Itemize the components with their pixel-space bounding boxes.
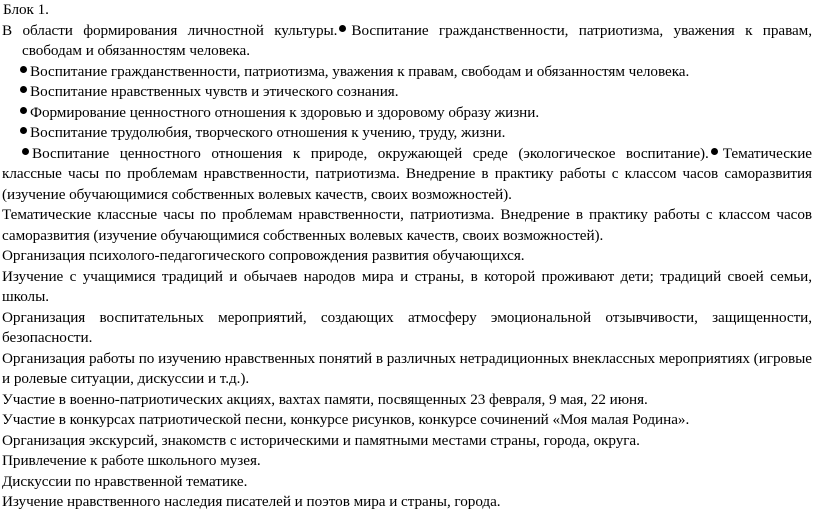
block-title: Блок 1. [3,1,49,18]
bullet-dot-icon [20,127,27,134]
body-paragraph: Организация экскурсий, знакомств с историческими и памятными местами страны, города, округа. [2,431,640,449]
bullet-dot-icon [339,25,346,32]
bullet-dot-icon [711,148,718,155]
bullet-dot-icon [20,86,27,93]
bullet-item: Воспитание нравственных чувств и этического сознания. [0,82,812,103]
intro-continuation: свободам и обязанностям человека. [22,42,250,59]
body-paragraph: Организация психолого-педагогического сопровождения развития обучающихся. [2,247,525,264]
intro-first-item: Воспитание гражданственности, патриотизма, уважения к правам, [351,21,812,39]
intro-lead: В области формирования личностной культуры. [2,21,338,39]
intro-paragraph [0,21,812,42]
bullet-dot-icon [20,66,27,73]
body-paragraph: Участие в военно-патриотических акциях, вахтах памяти, посвященных 23 февраля, 9 мая, 22 июня. [2,390,648,408]
body-paragraph: Изучение нравственного наследия писателей и поэтов мира и страны, города. [2,493,501,510]
body-paragraph: Участие в конкурсах патриотической песни, конкурсе рисунков, конкурсе сочинений «Моя малая Родина». [2,411,690,428]
body-paragraph: Организация работы по изучению нравственных понятий в различных нетрадиционных внеклассных мероприятиях (игровые и ролевые ситуации, дискуссии и т.д.). [2,349,813,387]
body-paragraph: Тематические классные часы по проблемам нравственности, патриотизма. Внедрение в практику работы с классом часов саморазвития (изучение обучающимися собственных волевых качеств, своих возможностей). [2,206,812,244]
bullet-item: Воспитание гражданственности, патриотизма, уважения к правам, свободам и обязанностям человека. [0,62,812,83]
bullet-dot-icon [20,107,27,114]
bullet-item: Формирование ценностного отношения к здоровью и здоровому образу жизни. [0,103,812,124]
bullet-item: Воспитание трудолюбия, творческого отношения к учению, труду, жизни. [0,123,812,144]
body-paragraph: Привлечение к работе школьного музея. [2,452,261,469]
body-paragraph: Дискуссии по нравственной тематике. [2,472,248,490]
bullet-dot-icon [22,148,29,155]
body-paragraph: Организация воспитательных мероприятий, создающих атмосферу эмоциональной отзывчивости, защищенности, безопасности. [2,308,812,346]
last-bullet-paragraph: Воспитание ценностного отношения к природе, окружающей среде (экологическое воспитание). Тематические классные часы по проблемам нравственности, патриотизма. Внедрение в практику работы с классом часов саморазвития (изучение обучающимися собственных волевых качеств, своих возможностей). [2,144,812,203]
body-paragraph: Изучение с учащимися традиций и обычаев народов мира и страны, в которой проживают дети; традиций своей семьи, школы. [2,267,812,305]
